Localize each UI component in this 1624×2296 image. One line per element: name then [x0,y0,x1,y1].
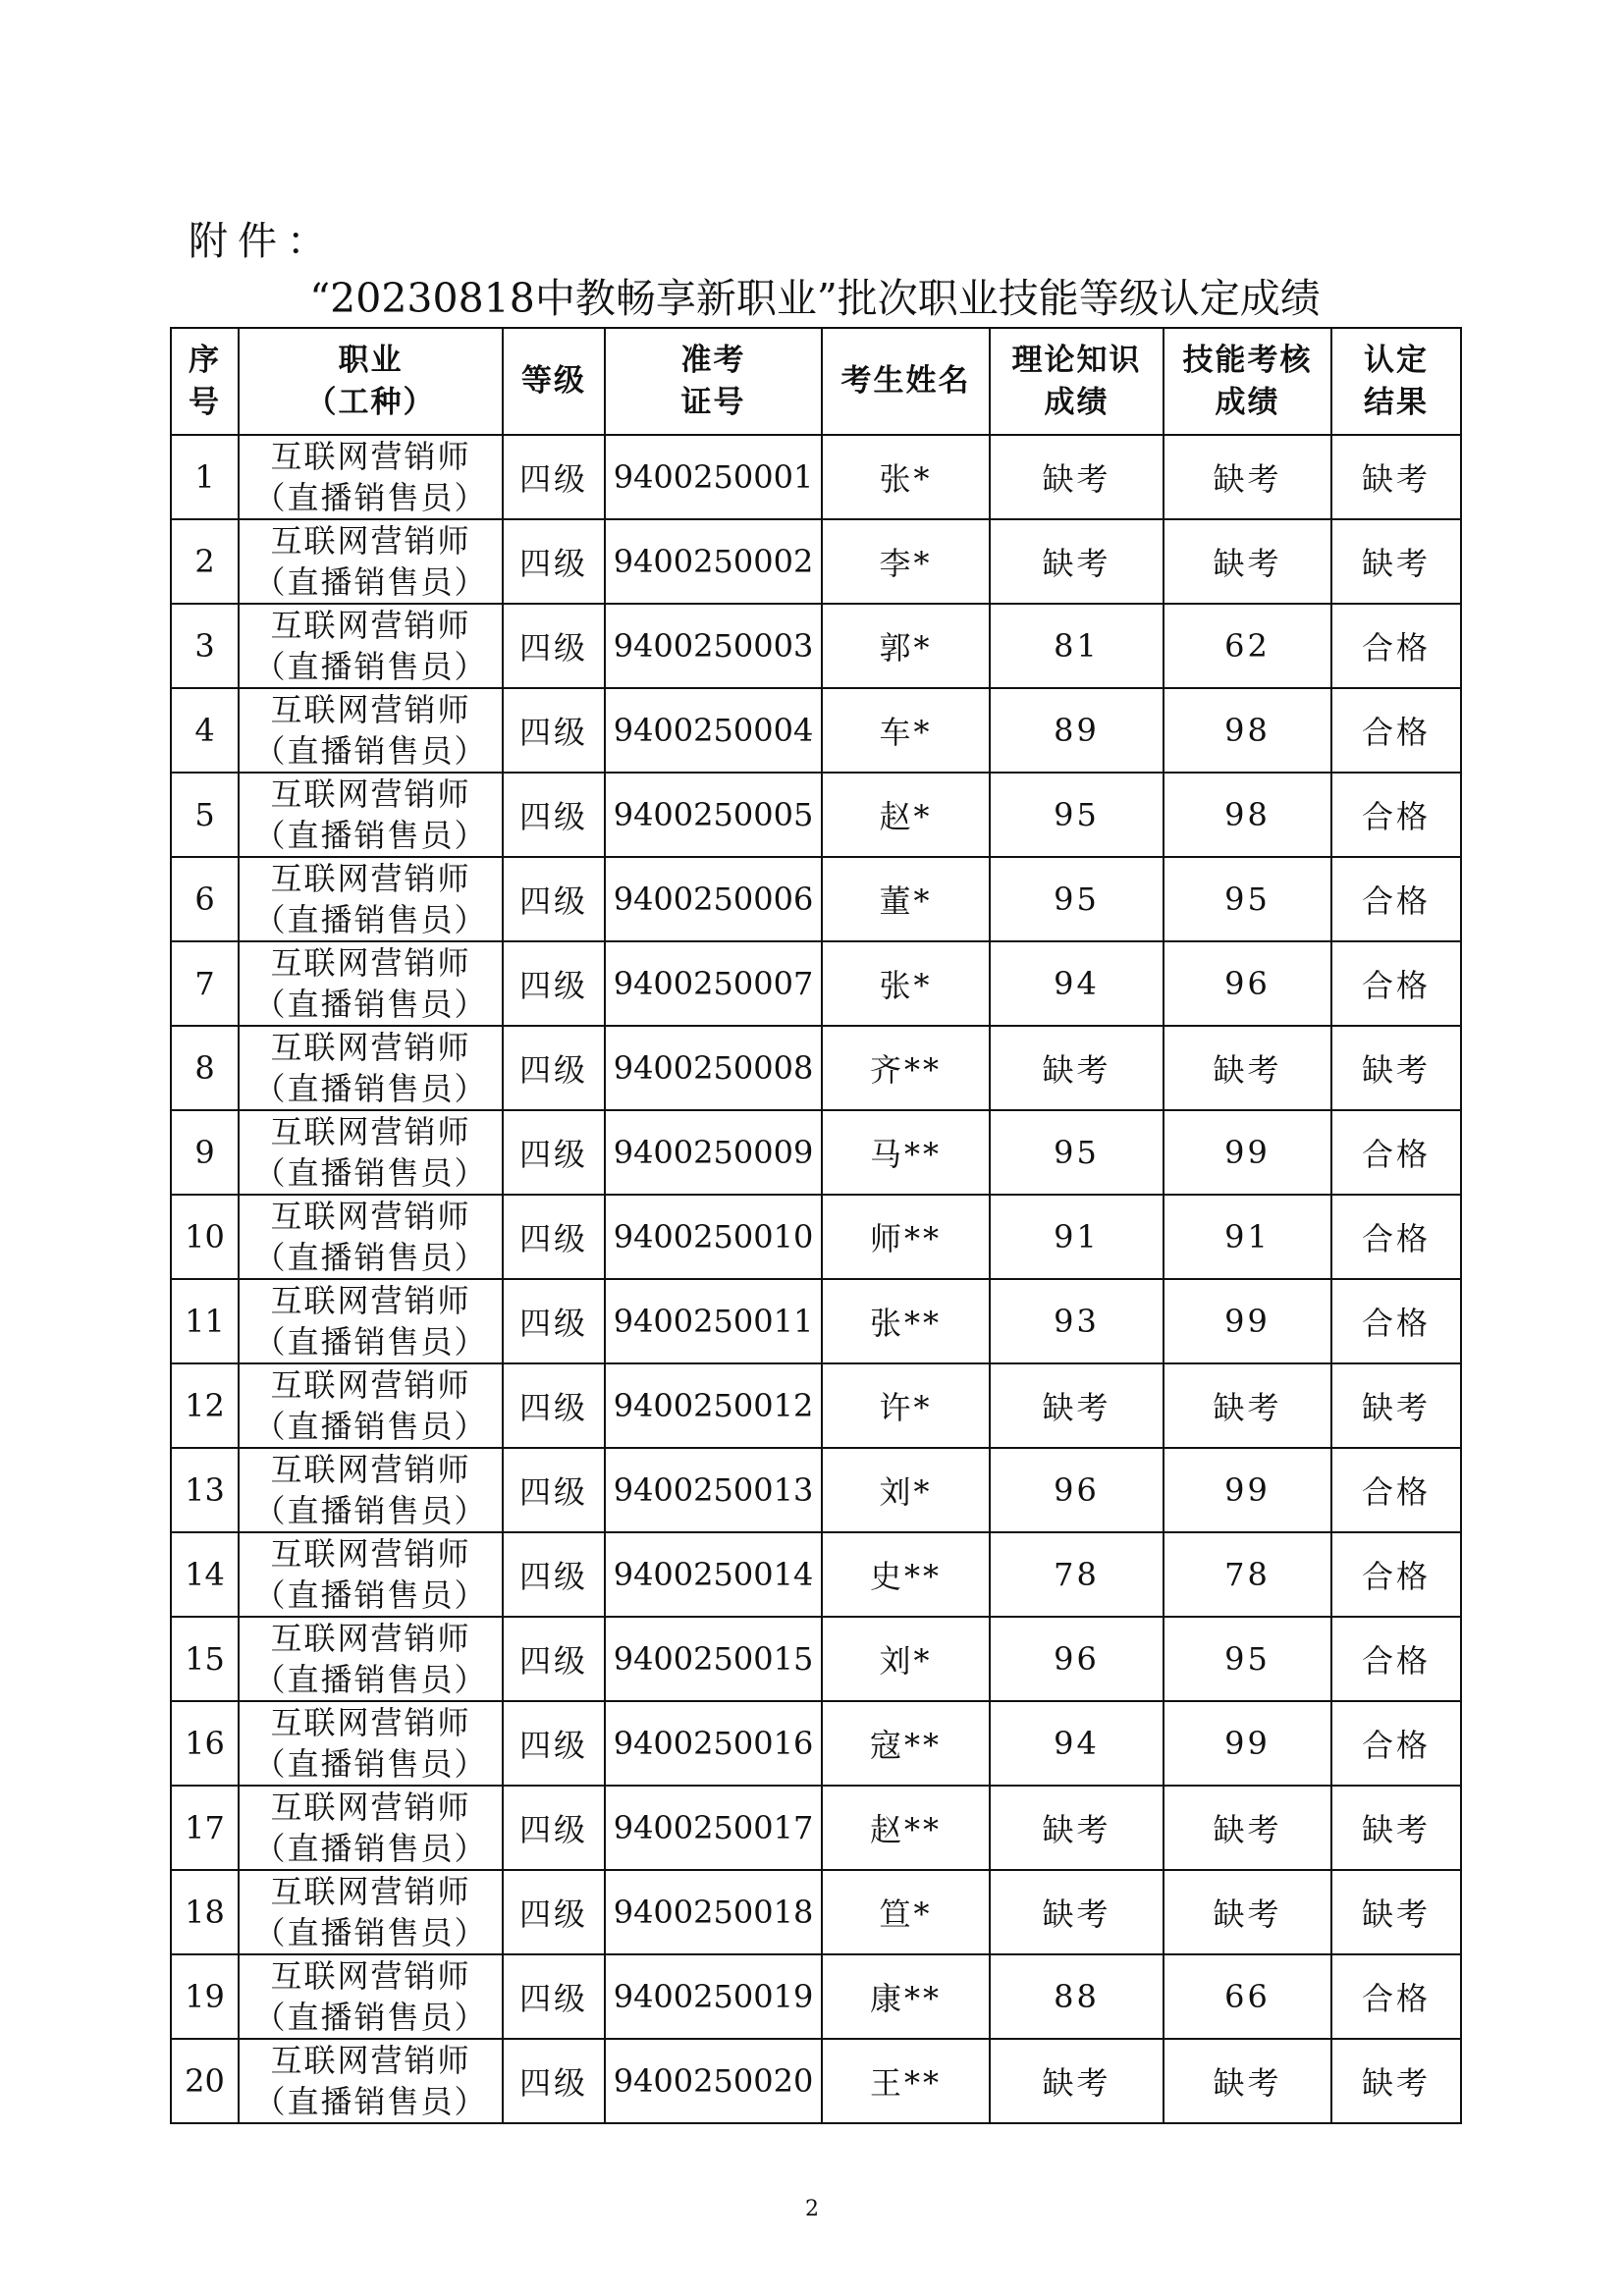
exam-id-cell: 9400250009 [605,1110,822,1195]
theory-score-cell: 78 [990,1532,1164,1617]
occupation-title: 互联网营销师 [270,1535,471,1573]
table-header-row [171,328,1461,435]
occupation-subtype: （直播销售员） [253,732,488,770]
candidate-name-cell: 寇** [822,1701,990,1786]
occupation-title: 互联网营销师 [270,522,471,560]
header-seq-line-1: 序 [189,342,221,378]
candidate-name-cell: 王** [822,2039,990,2123]
exam-id-cell: 9400250002 [605,519,822,604]
result-cell: 缺考 [1331,1026,1461,1110]
table-row [171,688,1461,773]
occupation-subtype: （直播销售员） [253,479,488,516]
result-cell: 缺考 [1331,2039,1461,2123]
seq-cell: 20 [171,2039,239,2123]
exam-id-cell: 9400250016 [605,1701,822,1786]
level-cell: 四级 [503,1026,605,1110]
skill-score-cell: 99 [1164,1448,1331,1532]
table-row [171,604,1461,688]
exam-id-cell: 9400250014 [605,1532,822,1617]
occupation-cell [239,688,503,773]
exam-id-cell: 9400250017 [605,1786,822,1870]
occupation-cell [239,773,503,857]
exam-id-cell: 9400250003 [605,604,822,688]
exam-id-cell: 9400250018 [605,1870,822,1954]
occupation-title: 互联网营销师 [270,1789,471,1826]
header-occupation-line-1: 职业 [338,342,404,378]
result-cell: 合格 [1331,1110,1461,1195]
occupation-cell [239,941,503,1026]
occupation-subtype: （直播销售员） [253,901,488,938]
table-row [171,519,1461,604]
result-cell: 合格 [1331,1532,1461,1617]
candidate-name-cell: 师** [822,1195,990,1279]
table-row [171,1532,1461,1617]
skill-score-cell: 缺考 [1164,1786,1331,1870]
header-seq-line-2: 号 [189,384,221,420]
occupation-cell [239,604,503,688]
occupation-subtype: （直播销售员） [253,1661,488,1698]
table-row [171,2039,1461,2123]
occupation-subtype: （直播销售员） [253,1070,488,1107]
candidate-name-cell: 刘* [822,1448,990,1532]
candidate-name-cell: 张* [822,435,990,519]
level-cell: 四级 [503,2039,605,2123]
theory-score-cell: 89 [990,688,1164,773]
table-row [171,1110,1461,1195]
occupation-title: 互联网营销师 [270,1113,471,1150]
occupation-cell [239,857,503,941]
occupation-cell [239,1279,503,1363]
seq-cell: 5 [171,773,239,857]
occupation-title: 互联网营销师 [270,438,471,475]
theory-score-cell: 95 [990,1110,1164,1195]
skill-score-cell: 99 [1164,1110,1331,1195]
table-row [171,1448,1461,1532]
occupation-subtype: （直播销售员） [253,648,488,685]
occupation-cell [239,1954,503,2039]
candidate-name-cell: 笪* [822,1870,990,1954]
occupation-cell [239,2039,503,2123]
occupation-subtype: （直播销售员） [253,2083,488,2120]
theory-score-cell: 91 [990,1195,1164,1279]
exam-id-cell: 9400250010 [605,1195,822,1279]
occupation-title: 互联网营销师 [270,860,471,897]
result-cell: 合格 [1331,1195,1461,1279]
table-row [171,941,1461,1026]
header-exam-id-line-1: 准考 [680,342,746,378]
table-row [171,1026,1461,1110]
level-cell: 四级 [503,1954,605,2039]
candidate-name-cell: 马** [822,1110,990,1195]
header-name: 考生姓名 [822,328,990,435]
header-level: 等级 [503,328,605,435]
exam-id-cell: 9400250005 [605,773,822,857]
theory-score-cell: 缺考 [990,2039,1164,2123]
occupation-title: 互联网营销师 [270,1282,471,1319]
occupation-title: 互联网营销师 [270,607,471,644]
exam-id-cell: 9400250001 [605,435,822,519]
candidate-name-cell: 赵** [822,1786,990,1870]
page-number: 2 [805,2197,819,2221]
level-cell: 四级 [503,1110,605,1195]
level-cell: 四级 [503,1195,605,1279]
table-body [171,435,1461,2123]
occupation-title: 互联网营销师 [270,944,471,982]
occupation-cell [239,1195,503,1279]
table-row [171,1870,1461,1954]
table-row [171,1701,1461,1786]
occupation-subtype: （直播销售员） [253,986,488,1023]
table-row [171,857,1461,941]
header-skill-line-1: 技能考核 [1182,342,1313,378]
candidate-name-cell: 张* [822,941,990,1026]
occupation-cell [239,1110,503,1195]
exam-id-cell: 9400250007 [605,941,822,1026]
skill-score-cell: 66 [1164,1954,1331,2039]
occupation-title: 互联网营销师 [270,775,471,813]
exam-id-cell: 9400250008 [605,1026,822,1110]
table-row [171,435,1461,519]
level-cell: 四级 [503,1870,605,1954]
table-row [171,1363,1461,1448]
skill-score-cell: 99 [1164,1279,1331,1363]
theory-score-cell: 缺考 [990,1026,1164,1110]
result-cell: 合格 [1331,1279,1461,1363]
attachment-label: 附件： [189,219,336,264]
seq-cell: 15 [171,1617,239,1701]
occupation-subtype: （直播销售员） [253,1745,488,1783]
level-cell: 四级 [503,1617,605,1701]
occupation-cell [239,1448,503,1532]
result-cell: 合格 [1331,857,1461,941]
skill-score-cell: 缺考 [1164,1026,1331,1110]
seq-cell: 14 [171,1532,239,1617]
exam-id-cell: 9400250020 [605,2039,822,2123]
table-row [171,1954,1461,2039]
result-cell: 缺考 [1331,1870,1461,1954]
score-table [170,327,1462,2124]
skill-score-cell: 缺考 [1164,1363,1331,1448]
occupation-cell [239,1786,503,1870]
candidate-name-cell: 李* [822,519,990,604]
occupation-subtype: （直播销售员） [253,1239,488,1276]
occupation-subtype: （直播销售员） [253,1576,488,1614]
seq-cell: 9 [171,1110,239,1195]
seq-cell: 16 [171,1701,239,1786]
result-cell: 缺考 [1331,435,1461,519]
header-exam-id-line-2: 证号 [680,384,746,420]
seq-cell: 6 [171,857,239,941]
result-cell: 合格 [1331,688,1461,773]
candidate-name-cell: 刘* [822,1617,990,1701]
occupation-title: 互联网营销师 [270,691,471,728]
candidate-name-cell: 张** [822,1279,990,1363]
occupation-cell [239,1701,503,1786]
header-occupation [239,328,503,435]
theory-score-cell: 81 [990,604,1164,688]
exam-id-cell: 9400250006 [605,857,822,941]
occupation-subtype: （直播销售员） [253,1154,488,1192]
occupation-subtype: （直播销售员） [253,1492,488,1529]
seq-cell: 17 [171,1786,239,1870]
header-theory-line-2: 成绩 [1044,384,1110,420]
occupation-cell [239,519,503,604]
theory-score-cell: 96 [990,1448,1164,1532]
skill-score-cell: 缺考 [1164,435,1331,519]
theory-score-cell: 缺考 [990,1363,1164,1448]
occupation-cell [239,1363,503,1448]
seq-cell: 3 [171,604,239,688]
candidate-name-cell: 许* [822,1363,990,1448]
theory-score-cell: 88 [990,1954,1164,2039]
table-row [171,1195,1461,1279]
occupation-cell [239,1532,503,1617]
skill-score-cell: 62 [1164,604,1331,688]
result-cell: 合格 [1331,1617,1461,1701]
seq-cell: 10 [171,1195,239,1279]
level-cell: 四级 [503,1701,605,1786]
candidate-name-cell: 董* [822,857,990,941]
theory-score-cell: 缺考 [990,519,1164,604]
occupation-title: 互联网营销师 [270,1451,471,1488]
table-row [171,1786,1461,1870]
level-cell: 四级 [503,1786,605,1870]
seq-cell: 18 [171,1870,239,1954]
theory-score-cell: 缺考 [990,1870,1164,1954]
result-cell: 合格 [1331,941,1461,1026]
skill-score-cell: 98 [1164,773,1331,857]
level-cell: 四级 [503,1279,605,1363]
level-cell: 四级 [503,857,605,941]
occupation-title: 互联网营销师 [270,1029,471,1066]
theory-score-cell: 缺考 [990,1786,1164,1870]
candidate-name-cell: 车* [822,688,990,773]
candidate-name-cell: 史** [822,1532,990,1617]
occupation-title: 互联网营销师 [270,2042,471,2079]
skill-score-cell: 缺考 [1164,519,1331,604]
occupation-subtype: （直播销售员） [253,563,488,601]
skill-score-cell: 99 [1164,1701,1331,1786]
header-seq [171,328,239,435]
occupation-subtype: （直播销售员） [253,817,488,854]
skill-score-cell: 78 [1164,1532,1331,1617]
exam-id-cell: 9400250013 [605,1448,822,1532]
occupation-title: 互联网营销师 [270,1957,471,1995]
occupation-title: 互联网营销师 [270,1198,471,1235]
seq-cell: 12 [171,1363,239,1448]
level-cell: 四级 [503,1532,605,1617]
level-cell: 四级 [503,773,605,857]
skill-score-cell: 91 [1164,1195,1331,1279]
seq-cell: 8 [171,1026,239,1110]
occupation-title: 互联网营销师 [270,1620,471,1657]
level-cell: 四级 [503,519,605,604]
occupation-subtype: （直播销售员） [253,1323,488,1361]
skill-score-cell: 95 [1164,857,1331,941]
seq-cell: 4 [171,688,239,773]
header-result [1331,328,1461,435]
level-cell: 四级 [503,688,605,773]
header-theory [990,328,1164,435]
occupation-subtype: （直播销售员） [253,1999,488,2036]
seq-cell: 2 [171,519,239,604]
theory-score-cell: 94 [990,941,1164,1026]
header-skill [1164,328,1331,435]
theory-score-cell: 93 [990,1279,1164,1363]
theory-score-cell: 95 [990,857,1164,941]
level-cell: 四级 [503,435,605,519]
occupation-cell [239,1870,503,1954]
exam-id-cell: 9400250012 [605,1363,822,1448]
seq-cell: 7 [171,941,239,1026]
occupation-title: 互联网营销师 [270,1704,471,1741]
result-cell: 合格 [1331,1701,1461,1786]
document-title: “20230818中教畅享新职业”批次职业技能等级认定成绩 [309,275,1321,322]
result-cell: 缺考 [1331,519,1461,604]
header-exam-id [605,328,822,435]
result-cell: 缺考 [1331,1363,1461,1448]
header-occupation-line-2: （工种） [305,384,436,420]
skill-score-cell: 98 [1164,688,1331,773]
theory-score-cell: 缺考 [990,435,1164,519]
exam-id-cell: 9400250015 [605,1617,822,1701]
level-cell: 四级 [503,1448,605,1532]
occupation-subtype: （直播销售员） [253,1914,488,1951]
table-row [171,1617,1461,1701]
table-row [171,773,1461,857]
header-skill-line-2: 成绩 [1215,384,1280,420]
level-cell: 四级 [503,941,605,1026]
occupation-title: 互联网营销师 [270,1873,471,1910]
result-cell: 合格 [1331,1954,1461,2039]
table-row [171,1279,1461,1363]
candidate-name-cell: 康** [822,1954,990,2039]
occupation-title: 互联网营销师 [270,1366,471,1404]
seq-cell: 1 [171,435,239,519]
skill-score-cell: 96 [1164,941,1331,1026]
seq-cell: 11 [171,1279,239,1363]
level-cell: 四级 [503,1363,605,1448]
occupation-subtype: （直播销售员） [253,1830,488,1867]
seq-cell: 13 [171,1448,239,1532]
theory-score-cell: 94 [990,1701,1164,1786]
header-theory-line-1: 理论知识 [1011,342,1142,378]
occupation-cell [239,1026,503,1110]
level-cell: 四级 [503,604,605,688]
occupation-cell [239,435,503,519]
result-cell: 合格 [1331,773,1461,857]
result-cell: 合格 [1331,604,1461,688]
seq-cell: 19 [171,1954,239,2039]
result-cell: 合格 [1331,1448,1461,1532]
skill-score-cell: 95 [1164,1617,1331,1701]
header-result-line-2: 结果 [1364,384,1429,420]
exam-id-cell: 9400250004 [605,688,822,773]
theory-score-cell: 95 [990,773,1164,857]
exam-id-cell: 9400250019 [605,1954,822,2039]
skill-score-cell: 缺考 [1164,2039,1331,2123]
candidate-name-cell: 齐** [822,1026,990,1110]
occupation-cell [239,1617,503,1701]
exam-id-cell: 9400250011 [605,1279,822,1363]
candidate-name-cell: 郭* [822,604,990,688]
theory-score-cell: 96 [990,1617,1164,1701]
result-cell: 缺考 [1331,1786,1461,1870]
candidate-name-cell: 赵* [822,773,990,857]
skill-score-cell: 缺考 [1164,1870,1331,1954]
header-result-line-1: 认定 [1364,342,1429,378]
occupation-subtype: （直播销售员） [253,1408,488,1445]
